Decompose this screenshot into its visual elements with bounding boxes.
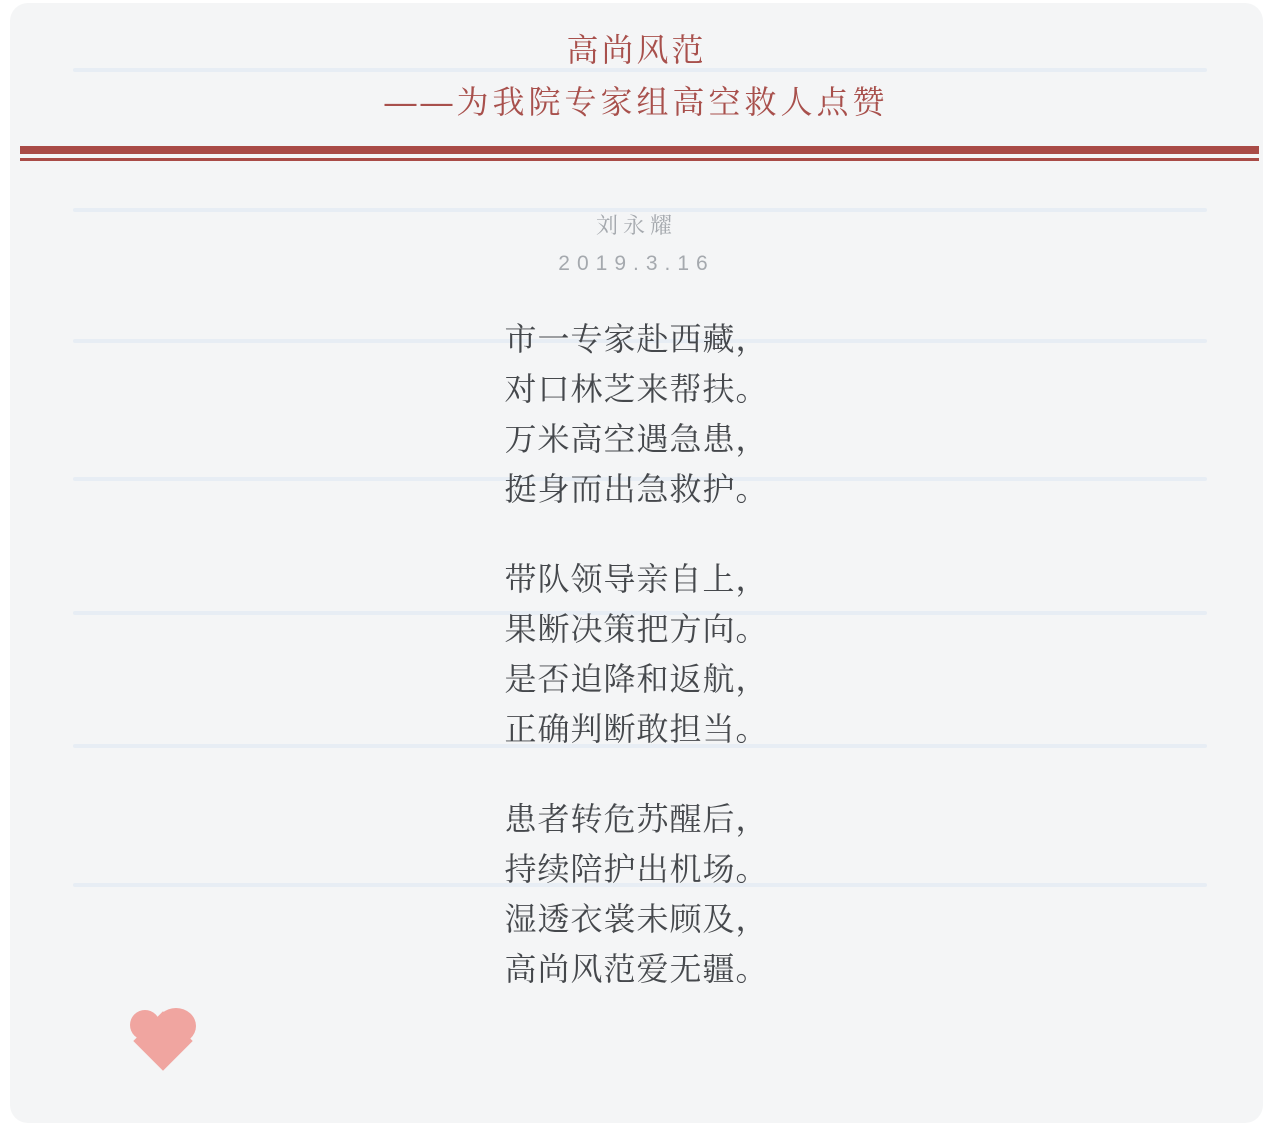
- heart-icon: [120, 1006, 200, 1076]
- red-divider: [20, 146, 1259, 161]
- publish-date: 2019.3.16: [558, 252, 715, 275]
- poem-stanza-3: [10, 794, 1263, 994]
- poem-line: 正确判断敢担当。: [504, 711, 769, 747]
- poem-stanza-1: [10, 314, 1263, 514]
- red-divider-thick-bar: [20, 146, 1259, 154]
- poem-stanza-2: [10, 554, 1263, 754]
- article-card: [10, 3, 1263, 1123]
- article-content: [10, 3, 1263, 994]
- poem-line: 患者转危苏醒后，: [504, 801, 769, 837]
- poem-line: 是否迫降和返航，: [504, 661, 769, 697]
- poem-line: 万米高空遇急患，: [504, 421, 769, 457]
- poem-line: 高尚风范爱无疆。: [504, 951, 769, 987]
- poem-line: 市一专家赴西藏，: [504, 321, 769, 357]
- red-divider-thin-line: [20, 158, 1259, 161]
- poem-line: 带队领导亲自上，: [504, 561, 769, 597]
- page-subtitle: ——为我院专家组高空救人点赞: [384, 84, 889, 120]
- poem-line: 果断决策把方向。: [504, 611, 769, 647]
- poem-line: 挺身而出急救护。: [504, 471, 769, 507]
- author-name: 刘永耀: [595, 213, 677, 238]
- page-title: 高尚风范: [566, 32, 707, 68]
- poem-line: 持续陪护出机场。: [504, 851, 769, 887]
- poem-line: 湿透衣裳未顾及，: [504, 901, 769, 937]
- poem-line: 对口林芝来帮扶。: [504, 371, 769, 407]
- poem-body: [10, 314, 1263, 994]
